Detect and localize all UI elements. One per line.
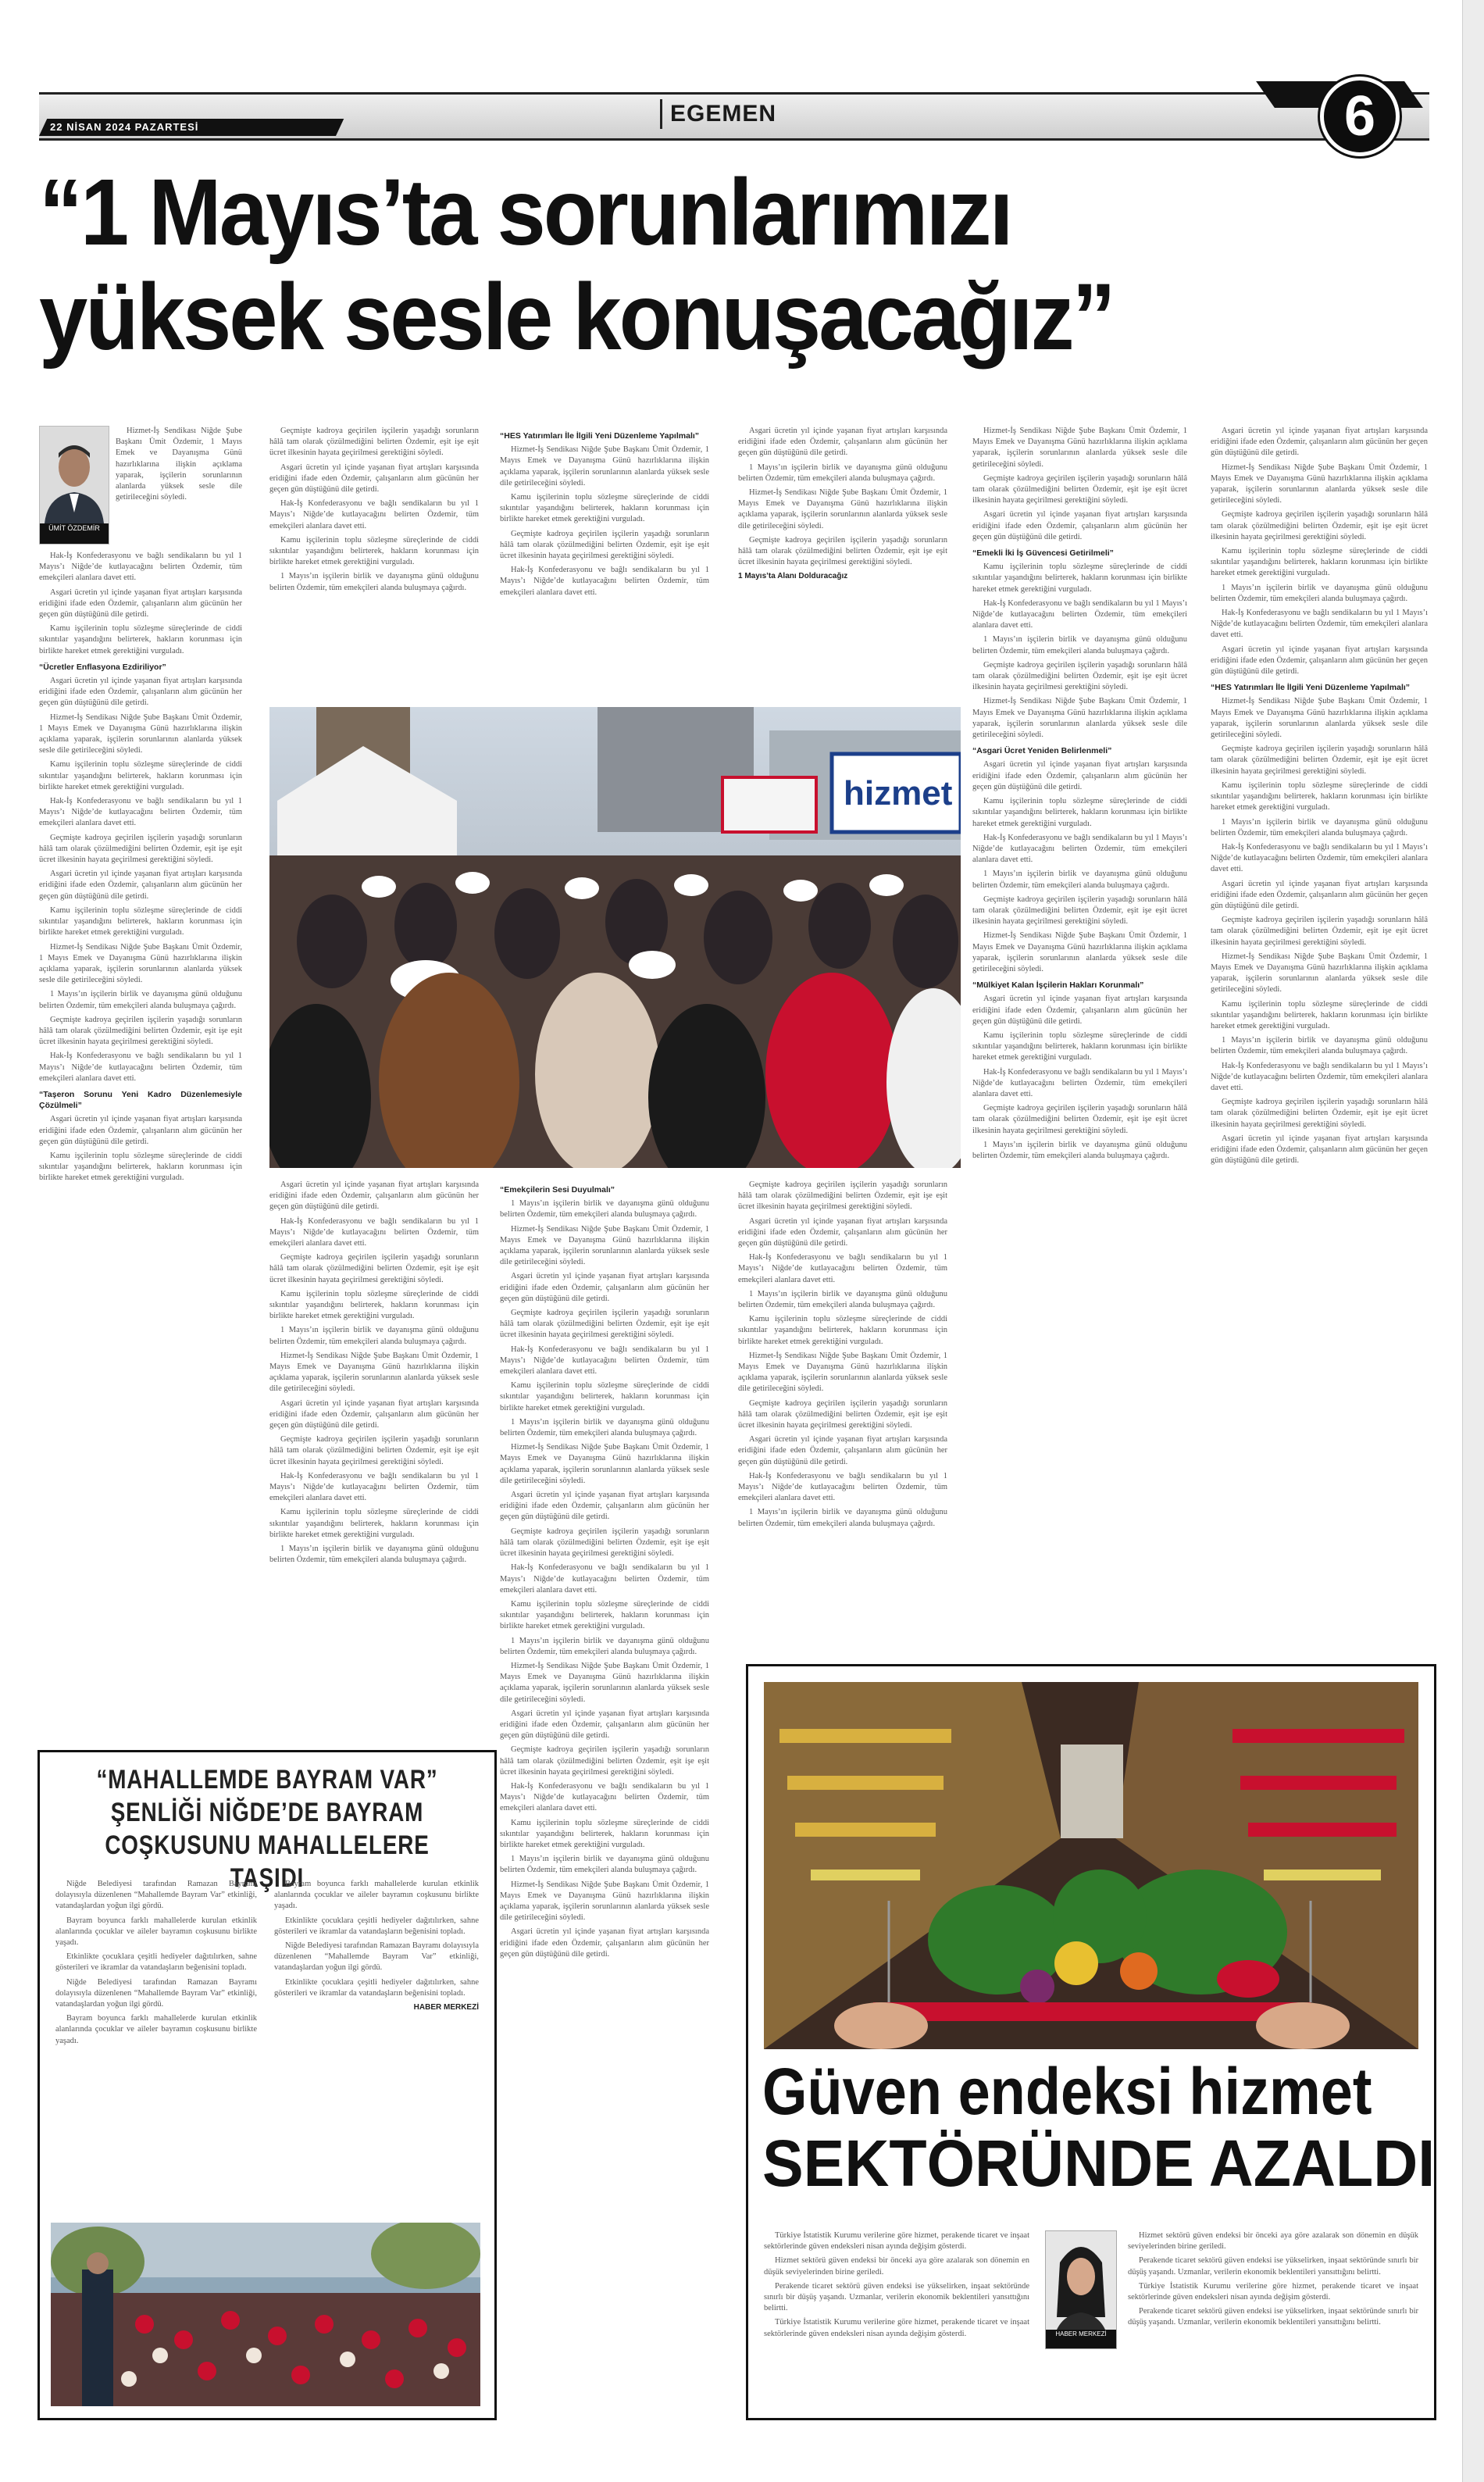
- article-paragraph: Asgari ücretin yıl içinde yaşanan fiyat artışları karşısında eridiğini ifade eden Özdemir, çalışanların alım gücünün her geçen gün düştüğünü dile getirdi.: [269, 1180, 479, 1212]
- article-paragraph: Geçmişte kadroya geçirilen işçilerin yaşadığı sorunların hâlâ tam olarak çözülmediğini belirten Özdemir, eşit işe eşit ücret ilkesinin hayata geçirilmesi gerektiğini söyledi.: [269, 1253, 479, 1284]
- mahalle-paragraph: Niğde Belediyesi tarafından Ramazan Bayramı dolayısıyla düzenlenen “Mahallemde Bayram Var” etkinliği, vatandaşlardan yoğun ilgi gördü.: [55, 1880, 257, 1911]
- article-paragraph: Geçmişte kadroya geçirilen işçilerin yaşadığı sorunların hâlâ tam olarak çözülmediğini belirten Özdemir, eşit işe eşit ücret ilkesinin hayata geçirilmesi gerektiğini söyledi.: [1211, 510, 1428, 541]
- guven-column-2: [1128, 2230, 1418, 2402]
- article-paragraph: Hak-İş Konfederasyonu ve bağlı sendikaların bu yıl 1 Mayıs’ı Niğde’de kutlayacağını belirten Özdemir, tüm emekçileri alanlara davet etti.: [500, 1345, 709, 1377]
- article-paragraph: Asgari ücretin yıl içinde yaşanan fiyat artışları karşısında eridiğini ifade eden Özdemir, çalışanların alım gücünün her geçen gün düştüğünü dile getirdi.: [500, 1491, 709, 1522]
- article-paragraph: Hak-İş Konfederasyonu ve bağlı sendikaların bu yıl 1 Mayıs’ı Niğde’de kutlayacağını belirten Özdemir, tüm emekçileri alanlara davet etti.: [1211, 842, 1428, 874]
- article-paragraph: Geçmişte kadroya geçirilen işçilerin yaşadığı sorunların hâlâ tam olarak çözülmediğini belirten Özdemir, eşit işe eşit ücret ilkesinin hayata geçirilmesi gerektiğini söyledi.: [1211, 1098, 1428, 1129]
- article-paragraph: Kamu işçilerinin toplu sözleşme süreçlerinde de ciddi sıkıntılar yaşandığını belirterek, hakların korunması için birlikte hareket etmek gerektiğini vurguladı.: [39, 624, 242, 655]
- svg-text:hizmet: hizmet: [844, 774, 953, 812]
- article-paragraph: 1 Mayıs’ın işçilerin birlik ve dayanışma günü olduğunu belirten Özdemir, tüm emekçileri alanda buluşmaya çağırdı.: [39, 990, 242, 1010]
- article-paragraph: Hak-İş Konfederasyonu ve bağlı sendikaların bu yıl 1 Mayıs’ı Niğde’de kutlayacağını belirten Özdemir, tüm emekçileri alanlara davet etti.: [269, 499, 479, 530]
- article-paragraph: Hizmet-İş Sendikası Niğde Şube Başkanı Ümit Özdemir, 1 Mayıs Emek ve Dayanışma Günü hazırlıklarına ilişkin açıklama yaparak, işçilerin sorunlarının alanlarda yüksek sesle dile getirileceğini söyledi.: [39, 712, 242, 755]
- article-paragraph: Asgari ücretin yıl içinde yaşanan fiyat artışları karşısında eridiğini ifade eden Özdemir, çalışanların alım gücünün her geçen gün düştüğünü dile getirdi.: [500, 1272, 709, 1303]
- article-column-4b: [738, 1180, 947, 1641]
- article-section-label: 1 Mayıs’ta Alanı Dolduracağız: [738, 572, 848, 581]
- article-paragraph: 1 Mayıs’ın işçilerin birlik ve dayanışma günü olduğunu belirten Özdemir, tüm emekçileri alanda buluşmaya çağırdı.: [1211, 583, 1428, 603]
- article-paragraph: Hak-İş Konfederasyonu ve bağlı sendikaların bu yıl 1 Mayıs’ı Niğde’de kutlayacağını belirten Özdemir, tüm emekçileri alanlara davet etti.: [39, 797, 242, 828]
- article-paragraph: Hizmet-İş Sendikası Niğde Şube Başkanı Ümit Özdemir, 1 Mayıs Emek ve Dayanışma Günü hazırlıklarına ilişkin açıklama yaparak, işçilerin sorunlarının alanlarda yüksek sesle dile getirileceğini söyledi.: [972, 931, 1187, 973]
- article-paragraph: Asgari ücretin yıl içinde yaşanan fiyat artışları karşısında eridiğini ifade eden Özdemir, çalışanların alım gücünün her geçen gün düştüğünü dile getirdi.: [1211, 645, 1428, 677]
- article-paragraph: 1 Mayıs’ın işçilerin birlik ve dayanışma günü olduğunu belirten Özdemir, tüm emekçileri alanda buluşmaya çağırdı.: [269, 1326, 479, 1346]
- article-paragraph: Hizmet-İş Sendikası Niğde Şube Başkanı Ümit Özdemir, 1 Mayıs Emek ve Dayanışma Günü hazırlıklarına ilişkin açıklama yaparak, işçilerin sorunlarının alanlarda yüksek sesle dile getirileceğini söyledi.: [500, 1661, 709, 1704]
- article-paragraph: Asgari ücretin yıl içinde yaşanan fiyat artışları karşısında eridiğini ifade eden Özdemir, çalışanların alım gücünün her geçen gün düştüğünü dile getirdi.: [269, 462, 479, 495]
- article-paragraph: Geçmişte kadroya geçirilen işçilerin yaşadığı sorunların hâlâ tam olarak çözülmediğini belirten Özdemir, eşit işe eşit ücret ilkesinin hayata geçirilmesi gerektiğini söyledi.: [269, 1435, 479, 1466]
- guven-paragraph: Hizmet sektörü güven endeksi bir önceki aya göre azalarak son dönemin en düşük seviyelerinden birine geriledi.: [764, 2256, 1029, 2277]
- article-paragraph: Asgari ücretin yıl içinde yaşanan fiyat artışları karşısında eridiğini ifade eden Özdemir, çalışanların alım gücünün her geçen gün düştüğünü dile getirdi.: [972, 510, 1187, 541]
- article-paragraph: Hak-İş Konfederasyonu ve bağlı sendikaların bu yıl 1 Mayıs’ı Niğde’de kutlayacağını belirten Özdemir, tüm emekçileri alanlara davet etti.: [972, 833, 1187, 865]
- article-paragraph: Hizmet-İş Sendikası Niğde Şube Başkanı Ümit Özdemir, 1 Mayıs Emek ve Dayanışma Günü hazırlıklarına ilişkin açıklama yaparak, işçilerin sorunlarının alanlarda yüksek sesle dile getirileceğini söyledi.: [738, 488, 947, 530]
- article-paragraph: Hak-İş Konfederasyonu ve bağlı sendikaların bu yıl 1 Mayıs’ı Niğde’de kutlayacağını belirten Özdemir, tüm emekçileri alanlara davet etti.: [269, 1216, 479, 1248]
- article-paragraph: Asgari ücretin yıl içinde yaşanan fiyat artışları karşısında eridiğini ifade eden Özdemir, çalışanların alım gücünün her geçen gün düştüğünü dile getirdi.: [39, 1115, 242, 1146]
- article-paragraph: Hizmet-İş Sendikası Niğde Şube Başkanı Ümit Özdemir, 1 Mayıs Emek ve Dayanışma Günü hazırlıklarına ilişkin açıklama yaparak, işçilerin sorunlarının alanlarda yüksek sesle dile getirileceğini söyledi.: [500, 1880, 709, 1923]
- article-paragraph: Kamu işçilerinin toplu sözleşme süreçlerinde de ciddi sıkıntılar yaşandığını belirterek, hakların korunması için birlikte hareket etmek gerektiğini vurguladı.: [972, 562, 1187, 594]
- article-paragraph: Hak-İş Konfederasyonu ve bağlı sendikaların bu yıl 1 Mayıs’ı Niğde’de kutlayacağını belirten Özdemir, tüm emekçileri alanlara davet etti.: [1211, 1061, 1428, 1092]
- header-date: 22 NİSAN 2024 PAZARTESİ: [50, 121, 199, 133]
- article-paragraph: Asgari ücretin yıl içinde yaşanan fiyat artışları karşısında eridiğini ifade eden Özdemir, çalışanların alım gücünün her geçen gün düştüğünü dile getirdi.: [738, 1435, 947, 1466]
- article-paragraph: Kamu işçilerinin toplu sözleşme süreçlerinde de ciddi sıkıntılar yaşandığını belirterek, hakların korunması için birlikte hareket etmek gerektiğini vurguladı.: [39, 905, 242, 937]
- article-paragraph: Asgari ücretin yıl içinde yaşanan fiyat artışları karşısında eridiğini ifade eden Özdemir, çalışanların alım gücünün her geçen gün düştüğünü dile getirdi.: [1211, 1134, 1428, 1166]
- guven-paragraph: Türkiye İstatistik Kurumu verilerine göre hizmet, perakende ticaret ve inşaat sektörlerinde güven endeksleri nisan ayında değişim gösterdi.: [764, 2231, 1029, 2252]
- mahalle-title-line-2: ŞENLİĞİ NİĞDE’DE BAYRAM: [110, 1798, 424, 1827]
- article-column-4a: [738, 426, 947, 691]
- mahalle-paragraph: Bayram boyunca farklı mahallelerde kurulan etkinlik alanlarında çocuklar ve aileler bayramın coşkusunu birlikte yaşadı.: [274, 1880, 479, 1911]
- article-paragraph: 1 Mayıs’ın işçilerin birlik ve dayanışma günü olduğunu belirten Özdemir, tüm emekçileri alanda buluşmaya çağırdı.: [269, 1545, 479, 1565]
- headline-line-1: “1 Mayıs’ta sorunlarımızı: [39, 159, 1011, 265]
- article-column-5: [972, 426, 1187, 1645]
- author-photo: [39, 426, 109, 545]
- crowd-photo-icon: [269, 707, 961, 1168]
- article-column-3b: [500, 1180, 709, 2414]
- article-paragraph: 1 Mayıs’ın işçilerin birlik ve dayanışma günü olduğunu belirten Özdemir, tüm emekçileri alanda buluşmaya çağırdı.: [500, 1855, 709, 1875]
- article-paragraph: Asgari ücretin yıl içinde yaşanan fiyat artışları karşısında eridiğini ifade eden Özdemir, çalışanların alım gücünün her geçen gün düştüğünü dile getirdi.: [269, 1398, 479, 1430]
- article-paragraph: Geçmişte kadroya geçirilen işçilerin yaşadığı sorunların hâlâ tam olarak çözülmediğini belirten Özdemir, eşit işe eşit ücret ilkesinin hayata geçirilmesi gerektiğini söyledi.: [39, 1015, 242, 1047]
- page-right-edge: [1462, 0, 1484, 2482]
- mahalle-paragraph: Etkinlikte çocuklara çeşitli hediyeler dağıtılırken, sahne gösterileri ve ikramlar da vatandaşların beğenisini topladı.: [274, 1977, 479, 1998]
- guven-column-1: [764, 2230, 1029, 2402]
- article-paragraph: Hizmet-İş Sendikası Niğde Şube Başkanı Ümit Özdemir, 1 Mayıs Emek ve Dayanışma Günü hazırlıklarına ilişkin açıklama yaparak, işçilerin sorunlarının alanlarda yüksek sesle dile getirileceğini söyledi.: [269, 1351, 479, 1394]
- article-paragraph: Hak-İş Konfederasyonu ve bağlı sendikaların bu yıl 1 Mayıs’ı Niğde’de kutlayacağını belirten Özdemir, tüm emekçileri alanlara davet etti.: [500, 566, 709, 597]
- mahalle-article-box: [37, 1750, 497, 2420]
- article-paragraph: Kamu işçilerinin toplu sözleşme süreçlerinde de ciddi sıkıntılar yaşandığını belirterek, hakların korunması için birlikte hareket etmek gerektiğini vurguladı.: [269, 1289, 479, 1321]
- article-paragraph: Geçmişte kadroya geçirilen işçilerin yaşadığı sorunların hâlâ tam olarak çözülmediğini belirten Özdemir, eşit işe eşit ücret ilkesinin hayata geçirilmesi gerektiğini söyledi.: [972, 473, 1187, 505]
- article-paragraph: Hizmet-İş Sendikası Niğde Şube Başkanı Ümit Özdemir, 1 Mayıs Emek ve Dayanışma Günü hazırlıklarına ilişkin açıklama yaparak, işçilerin sorunlarının alanlarda yüksek sesle dile getirileceğini söyledi.: [500, 1443, 709, 1485]
- mahalle-paragraph: Niğde Belediyesi tarafından Ramazan Bayramı dolayısıyla düzenlenen “Mahallemde Bayram Var” etkinliği, vatandaşlardan yoğun ilgi gördü.: [274, 1941, 479, 1973]
- article-subheading: “Taşeron Sorunu Yeni Kadro Düzenlemesiyle Çözülmeli”: [39, 1089, 242, 1111]
- article-paragraph: Asgari ücretin yıl içinde yaşanan fiyat artışları karşısında eridiğini ifade eden Özdemir, çalışanların alım gücünün her geçen gün düştüğünü dile getirdi.: [1211, 879, 1428, 910]
- article-paragraph: 1 Mayıs’ın işçilerin birlik ve dayanışma günü olduğunu belirten Özdemir, tüm emekçileri alanda buluşmaya çağırdı.: [1211, 1036, 1428, 1056]
- article-column-3a: [500, 426, 709, 691]
- article-paragraph: Hizmet-İş Sendikası Niğde Şube Başkanı Ümit Özdemir, 1 Mayıs Emek ve Dayanışma Günü hazırlıklarına ilişkin açıklama yaparak, işçilerin sorunlarının alanlarda yüksek sesle dile getirileceğini söyledi.: [39, 942, 242, 985]
- article-paragraph: Geçmişte kadroya geçirilen işçilerin yaşadığı sorunların hâlâ tam olarak çözülmediğini belirten Özdemir, eşit işe eşit ücret ilkesinin hayata geçirilmesi gerektiğini söyledi.: [1211, 745, 1428, 776]
- article-paragraph: Hizmet-İş Sendikası Niğde Şube Başkanı Ümit Özdemir, 1 Mayıs Emek ve Dayanışma Günü hazırlıklarına ilişkin açıklama yaparak, işçilerin sorunlarının alanlarda yüksek sesle dile getirileceğini söyledi.: [500, 445, 709, 487]
- article-paragraph: Geçmişte kadroya geçirilen işçilerin yaşadığı sorunların hâlâ tam olarak çözülmediğini belirten Özdemir, eşit işe eşit ücret ilkesinin hayata geçirilmesi gerektiğini söyledi.: [738, 1398, 947, 1430]
- article-paragraph: Asgari ücretin yıl içinde yaşanan fiyat artışları karşısında eridiğini ifade eden Özdemir, çalışanların alım gücünün her geçen gün düştüğünü dile getirdi.: [738, 1216, 947, 1248]
- article-paragraph: Kamu işçilerinin toplu sözleşme süreçlerinde de ciddi sıkıntılar yaşandığını belirterek, hakların korunması için birlikte hareket etmek gerektiğini vurguladı.: [269, 1508, 479, 1539]
- mahalle-column-1: [55, 1879, 257, 2215]
- article-paragraph: Geçmişte kadroya geçirilen işçilerin yaşadığı sorunların hâlâ tam olarak çözülmediğini belirten Özdemir, eşit işe eşit ücret ilkesinin hayata geçirilmesi gerektiğini söyledi.: [1211, 916, 1428, 947]
- article-paragraph: Hak-İş Konfederasyonu ve bağlı sendikaların bu yıl 1 Mayıs’ı Niğde’de kutlayacağını belirten Özdemir, tüm emekçileri alanlara davet etti.: [738, 1253, 947, 1284]
- article-paragraph: Hizmet-İş Sendikası Niğde Şube Başkanı Ümit Özdemir, 1 Mayıs Emek ve Dayanışma Günü hazırlıklarına ilişkin açıklama yaparak, işçilerin sorunlarının alanlarda yüksek sesle dile getirileceğini söyledi.: [738, 1351, 947, 1394]
- article-paragraph: Kamu işçilerinin toplu sözleşme süreçlerinde de ciddi sıkıntılar yaşandığını belirterek, hakların korunması için birlikte hareket etmek gerektiğini vurguladı.: [39, 1151, 242, 1183]
- guven-paragraph: Türkiye İstatistik Kurumu verilerine göre hizmet, perakende ticaret ve inşaat sektörlerinde güven endeksleri nisan ayında değişim gösterdi.: [764, 2318, 1029, 2338]
- article-paragraph: Geçmişte kadroya geçirilen işçilerin yaşadığı sorunların hâlâ tam olarak çözülmediğini belirten Özdemir, eşit işe eşit ücret ilkesinin hayata geçirilmesi gerektiğini söyledi.: [738, 535, 947, 567]
- article-paragraph: Hizmet-İş Sendikası Niğde Şube Başkanı Ümit Özdemir, 1 Mayıs Emek ve Dayanışma Günü hazırlıklarına ilişkin açıklama yaparak, işçilerin sorunlarının alanlarda yüksek sesle dile getirileceğini söyledi.: [500, 1224, 709, 1267]
- article-paragraph: Kamu işçilerinin toplu sözleşme süreçlerinde de ciddi sıkıntılar yaşandığını belirterek, hakların korunması için birlikte hareket etmek gerektiğini vurguladı.: [500, 1599, 709, 1631]
- article-paragraph: Asgari ücretin yıl içinde yaşanan fiyat artışları karşısında eridiğini ifade eden Özdemir, çalışanların alım gücünün her geçen gün düştüğünü dile getirdi.: [972, 760, 1187, 791]
- header-brand-divider: [660, 99, 662, 129]
- article-paragraph: 1 Mayıs’ın işçilerin birlik ve dayanışma günü olduğunu belirten Özdemir, tüm emekçileri alanda buluşmaya çağırdı.: [738, 1508, 947, 1528]
- author-name: ÜMİT ÖZDEMİR: [40, 523, 109, 544]
- article-paragraph: 1 Mayıs’ın işçilerin birlik ve dayanışma günü olduğunu belirten Özdemir, tüm emekçileri alanda buluşmaya çağırdı.: [500, 1417, 709, 1438]
- article-paragraph: Geçmişte kadroya geçirilen işçilerin yaşadığı sorunların hâlâ tam olarak çözülmediğini belirten Özdemir, eşit işe eşit ücret ilkesinin hayata geçirilmesi gerektiğini söyledi.: [500, 1745, 709, 1777]
- article-subheading: “Mülkiyet Kalan İşçilerin Hakları Korunmalı”: [972, 980, 1144, 991]
- article-paragraph: Hizmet-İş Sendikası Niğde Şube Başkanı Ümit Özdemir, 1 Mayıs Emek ve Dayanışma Günü hazırlıklarına ilişkin açıklama yaparak, işçilerin sorunlarının alanlarda yüksek sesle dile getirileceğini söyledi.: [1211, 697, 1428, 740]
- header-brand: EGEMEN: [670, 101, 777, 127]
- article-paragraph: Kamu işçilerinin toplu sözleşme süreçlerinde de ciddi sıkıntılar yaşandığını belirterek, hakların korunması için birlikte hareket etmek gerektiğini vurguladı.: [1211, 999, 1428, 1030]
- article-paragraph: 1 Mayıs’ın işçilerin birlik ve dayanışma günü olduğunu belirten Özdemir, tüm emekçileri alanda buluşmaya çağırdı.: [972, 635, 1187, 655]
- article-paragraph: Asgari ücretin yıl içinde yaşanan fiyat artışları karşısında eridiğini ifade eden Özdemir, çalışanların alım gücünün her geçen gün düştüğünü dile getirdi.: [500, 1709, 709, 1741]
- article-paragraph: Hak-İş Konfederasyonu ve bağlı sendikaların bu yıl 1 Mayıs’ı Niğde’de kutlayacağını belirten Özdemir, tüm emekçileri alanlara davet etti.: [39, 1052, 242, 1083]
- article-paragraph: Hizmet-İş Sendikası Niğde Şube Başkanı Ümit Özdemir, 1 Mayıs Emek ve Dayanışma Günü hazırlıklarına ilişkin açıklama yaparak, işçilerin sorunlarının alanlarda yüksek sesle dile getirileceğini söyledi.: [972, 697, 1187, 740]
- article-paragraph: Geçmişte kadroya geçirilen işçilerin yaşadığı sorunların hâlâ tam olarak çözülmediğini belirten Özdemir, eşit işe eşit ücret ilkesinin hayata geçirilmesi gerektiğini söyledi.: [39, 833, 242, 865]
- article-paragraph: 1 Mayıs’ın işçilerin birlik ve dayanışma günü olduğunu belirten Özdemir, tüm emekçileri alanda buluşmaya çağırdı.: [500, 1636, 709, 1656]
- article-paragraph: 1 Mayıs’ın işçilerin birlik ve dayanışma günü olduğunu belirten Özdemir, tüm emekçileri alanda buluşmaya çağırdı.: [972, 870, 1187, 890]
- article-paragraph: Hizmet-İş Sendikası Niğde Şube Başkanı Ümit Özdemir, 1 Mayıs Emek ve Dayanışma Günü hazırlıklarına ilişkin açıklama yaparak, işçilerin sorunlarının alanlarda yüksek sesle dile getirileceğini söyledi.: [972, 427, 1187, 469]
- guven-paragraph: Perakende ticaret sektörü güven endeksi ise yükselirken, inşaat sektöründe sınırlı bir düşüş yaşandı. Uzmanlar, verilerin ekonomik beklentileri yansıttığını belirtti.: [1128, 2307, 1418, 2327]
- article-column-1: [39, 551, 242, 1723]
- main-headline: [39, 160, 1445, 370]
- article-paragraph: 1 Mayıs’ın işçilerin birlik ve dayanışma günü olduğunu belirten Özdemir, tüm emekçileri alanda buluşmaya çağırdı.: [500, 1199, 709, 1220]
- article-paragraph: Kamu işçilerinin toplu sözleşme süreçlerinde de ciddi sıkıntılar yaşandığını belirterek, hakların korunması için birlikte hareket etmek gerektiğini vurguladı.: [738, 1315, 947, 1346]
- article-paragraph: Kamu işçilerinin toplu sözleşme süreçlerinde de ciddi sıkıntılar yaşandığını belirterek, hakların korunması için birlikte hareket etmek gerektiğini vurguladı.: [972, 797, 1187, 828]
- article-paragraph: 1 Mayıs’ın işçilerin birlik ve dayanışma günü olduğunu belirten Özdemir, tüm emekçileri alanda buluşmaya çağırdı.: [972, 1140, 1187, 1160]
- article-paragraph: Hak-İş Konfederasyonu ve bağlı sendikaların bu yıl 1 Mayıs’ı Niğde’de kutlayacağını belirten Özdemir, tüm emekçileri alanlara davet etti.: [500, 1563, 709, 1595]
- article-paragraph: Hak-İş Konfederasyonu ve bağlı sendikaların bu yıl 1 Mayıs’ı Niğde’de kutlayacağını belirten Özdemir, tüm emekçileri alanlara davet etti.: [500, 1781, 709, 1813]
- festival-crowd-photo-icon: [51, 2223, 480, 2406]
- article-paragraph: Asgari ücretin yıl içinde yaşanan fiyat artışları karşısında eridiğini ifade eden Özdemir, çalışanların alım gücünün her geçen gün düştüğünü dile getirdi.: [1211, 427, 1428, 458]
- mahalle-paragraph: Niğde Belediyesi tarafından Ramazan Bayramı dolayısıyla düzenlenen “Mahallemde Bayram Var” etkinliği, vatandaşlardan yoğun ilgi gördü.: [55, 1977, 257, 2009]
- guven-article-box: [746, 1664, 1436, 2420]
- article-paragraph: Geçmişte kadroya geçirilen işçilerin yaşadığı sorunların hâlâ tam olarak çözülmediğini belirten Özdemir, eşit işe eşit ücret ilkesinin hayata geçirilmesi gerektiğini söyledi.: [500, 1527, 709, 1559]
- mahalle-photo: [51, 2223, 480, 2406]
- guven-title-line-1: Güven endeksi hizmet: [762, 2055, 1372, 2128]
- article-paragraph: Hak-İş Konfederasyonu ve bağlı sendikaların bu yıl 1 Mayıs’ı Niğde’de kutlayacağını belirten Özdemir, tüm emekçileri alanlara davet etti.: [972, 1067, 1187, 1098]
- article-paragraph: Kamu işçilerinin toplu sözleşme süreçlerinde de ciddi sıkıntılar yaşandığını belirterek, hakların korunması için birlikte hareket etmek gerektiğini vurguladı.: [269, 535, 479, 567]
- mahalle-paragraph: Etkinlikte çocuklara çeşitli hediyeler dağıtılırken, sahne gösterileri ve ikramlar da vatandaşların beğenisini topladı.: [274, 1916, 479, 1936]
- article-paragraph: Hak-İş Konfederasyonu ve bağlı sendikaların bu yıl 1 Mayıs’ı Niğde’de kutlayacağını belirten Özdemir, tüm emekçileri alanlara davet etti.: [39, 552, 242, 583]
- article-paragraph: Hak-İş Konfederasyonu ve bağlı sendikaların bu yıl 1 Mayıs’ı Niğde’de kutlayacağını belirten Özdemir, tüm emekçileri alanlara davet etti.: [1211, 609, 1428, 640]
- supermarket-photo: [764, 1682, 1418, 2049]
- article-column-1a: [116, 426, 242, 543]
- article-paragraph: Kamu işçilerinin toplu sözleşme süreçlerinde de ciddi sıkıntılar yaşandığını belirterek, hakların korunması için birlikte hareket etmek gerektiğini vurguladı.: [500, 493, 709, 524]
- article-paragraph: Hak-İş Konfederasyonu ve bağlı sendikaların bu yıl 1 Mayıs’ı Niğde’de kutlayacağını belirten Özdemir, tüm emekçileri alanlara davet etti.: [972, 598, 1187, 630]
- mahalle-title: [94, 1763, 441, 1895]
- article-paragraph: Geçmişte kadroya geçirilen işçilerin yaşadığı sorunların hâlâ tam olarak çözülmediğini belirten Özdemir, eşit işe eşit ücret ilkesinin hayata geçirilmesi gerektiğini söyledi.: [972, 660, 1187, 692]
- article-paragraph: 1 Mayıs’ın işçilerin birlik ve dayanışma günü olduğunu belirten Özdemir, tüm emekçileri alanda buluşmaya çağırdı.: [269, 572, 479, 592]
- page-number: 6: [1343, 85, 1376, 148]
- article-paragraph: Kamu işçilerinin toplu sözleşme süreçlerinde de ciddi sıkıntılar yaşandığını belirterek, hakların korunması için birlikte hareket etmek gerektiğini vurguladı.: [500, 1381, 709, 1412]
- article-paragraph: Asgari ücretin yıl içinde yaşanan fiyat artışları karşısında eridiğini ifade eden Özdemir, çalışanların alım gücünün her geçen gün düştüğünü dile getirdi.: [972, 995, 1187, 1026]
- guven-paragraph: Türkiye İstatistik Kurumu verilerine göre hizmet, perakende ticaret ve inşaat sektörlerinde güven endeksleri nisan ayında değişim gösterdi.: [1128, 2281, 1418, 2302]
- article-paragraph: Geçmişte kadroya geçirilen işçilerin yaşadığı sorunların hâlâ tam olarak çözülmediğini belirten Özdemir, eşit işe eşit ücret ilkesinin hayata geçirilmesi gerektiğini söyledi.: [738, 1180, 947, 1212]
- mahalle-paragraph: Etkinlikte çocuklara çeşitli hediyeler dağıtılırken, sahne gösterileri ve ikramlar da vatandaşların beğenisini topladı.: [55, 1952, 257, 1973]
- article-column-2a: [269, 426, 479, 691]
- article-paragraph: Kamu işçilerinin toplu sözleşme süreçlerinde de ciddi sıkıntılar yaşandığını belirterek, hakların korunması için birlikte hareket etmek gerektiğini vurguladı.: [500, 1818, 709, 1849]
- guven-paragraph: Perakende ticaret sektörü güven endeksi ise yükselirken, inşaat sektöründe sınırlı bir düşüş yaşandı. Uzmanlar, verilerin ekonomik beklentileri yansıttığını belirtti.: [1128, 2256, 1418, 2277]
- headline-line-2: yüksek sesle konuşacağız”: [39, 263, 1114, 370]
- article-paragraph: Asgari ücretin yıl içinde yaşanan fiyat artışları karşısında eridiğini ifade eden Özdemir, çalışanların alım gücünün her geçen gün düştüğünü dile getirdi.: [39, 677, 242, 708]
- article-paragraph: Kamu işçilerinin toplu sözleşme süreçlerinde de ciddi sıkıntılar yaşandığını belirterek, hakların korunması için birlikte hareket etmek gerektiğini vurguladı.: [972, 1030, 1187, 1062]
- article-subheading: “Ücretler Enflasyona Ezdiriliyor”: [39, 662, 166, 672]
- article-paragraph: Hizmet-İş Sendikası Niğde Şube Başkanı Ümit Özdemir, 1 Mayıs Emek ve Dayanışma Günü hazırlıklarına ilişkin açıklama yaparak, işçilerin sorunlarının alanlarda yüksek sesle dile getirileceğini söyledi.: [1211, 462, 1428, 505]
- article-paragraph: Kamu işçilerinin toplu sözleşme süreçlerinde de ciddi sıkıntılar yaşandığını belirterek, hakların korunması için birlikte hareket etmek gerektiğini vurguladı.: [1211, 780, 1428, 812]
- mahalle-paragraph: Bayram boyunca farklı mahallelerde kurulan etkinlik alanlarında çocuklar ve aileler bayramın coşkusunu birlikte yaşadı.: [55, 2014, 257, 2045]
- main-photo-crowd: [269, 707, 961, 1168]
- article-column-6: [1211, 426, 1428, 1641]
- mahalle-title-line-3: COŞKUSUNU MAHALLELERE TAŞIDI: [105, 1830, 430, 1893]
- article-paragraph: Hizmet-İş Sendikası Niğde Şube Başkanı Ümit Özdemir, 1 Mayıs Emek ve Dayanışma Günü hazırlıklarına ilişkin açıklama yaparak, işçilerin sorunlarının alanlarda yüksek sesle dile getirileceğini söyledi.: [116, 427, 242, 502]
- article-paragraph: Geçmişte kadroya geçirilen işçilerin yaşadığı sorunların hâlâ tam olarak çözülmediğini belirten Özdemir, eşit işe eşit ücret ilkesinin hayata geçirilmesi gerektiğini söyledi.: [500, 529, 709, 561]
- page-number-badge: [1320, 77, 1400, 156]
- reporter-name: HABER MERKEZİ: [1046, 2330, 1116, 2348]
- article-paragraph: Hak-İş Konfederasyonu ve bağlı sendikaların bu yıl 1 Mayıs’ı Niğde’de kutlayacağını belirten Özdemir, tüm emekçileri alanlara davet etti.: [738, 1471, 947, 1503]
- article-subheading: “Emekli İki İş Güvencesi Getirilmeli”: [972, 548, 1114, 559]
- article-paragraph: Geçmişte kadroya geçirilen işçilerin yaşadığı sorunların hâlâ tam olarak çözülmediğini belirten Özdemir, eşit işe eşit ücret ilkesinin hayata geçirilmesi gerektiğini söyledi.: [269, 427, 479, 458]
- article-subheading: “HES Yatırımları İle İlgili Yeni Düzenleme Yapılmalı”: [1211, 683, 1411, 693]
- mahalle-paragraph: Bayram boyunca farklı mahallelerde kurulan etkinlik alanlarında çocuklar ve aileler bayramın coşkusunu birlikte yaşadı.: [55, 1916, 257, 1948]
- guven-title-line-2: SEKTÖRÜNDE AZALDI: [762, 2127, 1436, 2200]
- article-paragraph: 1 Mayıs’ın işçilerin birlik ve dayanışma günü olduğunu belirten Özdemir, tüm emekçileri alanda buluşmaya çağırdı.: [738, 462, 947, 483]
- article-paragraph: Geçmişte kadroya geçirilen işçilerin yaşadığı sorunların hâlâ tam olarak çözülmediğini belirten Özdemir, eşit işe eşit ücret ilkesinin hayata geçirilmesi gerektiğini söyledi.: [500, 1309, 709, 1340]
- article-paragraph: Geçmişte kadroya geçirilen işçilerin yaşadığı sorunların hâlâ tam olarak çözülmediğini belirten Özdemir, eşit işe eşit ücret ilkesinin hayata geçirilmesi gerektiğini söyledi.: [972, 1104, 1187, 1135]
- article-column-2b: [269, 1180, 479, 1719]
- article-paragraph: Kamu işçilerinin toplu sözleşme süreçlerinde de ciddi sıkıntılar yaşandığını belirterek, hakların korunması için birlikte hareket etmek gerektiğini vurguladı.: [1211, 547, 1428, 578]
- mahalle-column-2: [274, 1879, 479, 2215]
- article-subheading: “Emekçilerin Sesi Duyulmalı”: [500, 1185, 615, 1195]
- article-paragraph: Asgari ücretin yıl içinde yaşanan fiyat artışları karşısında eridiğini ifade eden Özdemir, çalışanların alım gücünün her geçen gün düştüğünü dile getirdi.: [39, 870, 242, 901]
- guven-paragraph: Perakende ticaret sektörü güven endeksi ise yükselirken, inşaat sektöründe sınırlı bir düşüş yaşandı. Uzmanlar, verilerin ekonomik beklentileri yansıttığını belirtti.: [764, 2281, 1029, 2313]
- mahalle-signature: HABER MERKEZİ: [413, 2003, 479, 2012]
- article-paragraph: 1 Mayıs’ın işçilerin birlik ve dayanışma günü olduğunu belirten Özdemir, tüm emekçileri alanda buluşmaya çağırdı.: [738, 1289, 947, 1310]
- article-paragraph: Kamu işçilerinin toplu sözleşme süreçlerinde de ciddi sıkıntılar yaşandığını belirterek, hakların korunması için birlikte hareket etmek gerektiğini vurguladı.: [39, 760, 242, 791]
- article-paragraph: Hizmet-İş Sendikası Niğde Şube Başkanı Ümit Özdemir, 1 Mayıs Emek ve Dayanışma Günü hazırlıklarına ilişkin açıklama yaparak, işçilerin sorunlarının alanlarda yüksek sesle dile getirileceğini söyledi.: [1211, 952, 1428, 995]
- mahalle-title-line-1: “MAHALLEMDE BAYRAM VAR”: [96, 1765, 438, 1795]
- reporter-photo: [1045, 2230, 1117, 2349]
- article-paragraph: Asgari ücretin yıl içinde yaşanan fiyat artışları karşısında eridiğini ifade eden Özdemir, çalışanların alım gücünün her geçen gün düştüğünü dile getirdi.: [39, 587, 242, 620]
- article-subheading: “HES Yatırımları İle İlgili Yeni Düzenleme Yapılmalı”: [500, 431, 700, 441]
- article-paragraph: Asgari ücretin yıl içinde yaşanan fiyat artışları karşısında eridiğini ifade eden Özdemir, çalışanların alım gücünün her geçen gün düştüğünü dile getirdi.: [500, 1927, 709, 1959]
- guven-paragraph: Hizmet sektörü güven endeksi bir önceki aya göre azalarak son dönemin en düşük seviyelerinden birine geriledi.: [1128, 2231, 1418, 2252]
- article-paragraph: Hak-İş Konfederasyonu ve bağlı sendikaların bu yıl 1 Mayıs’ı Niğde’de kutlayacağını belirten Özdemir, tüm emekçileri alanlara davet etti.: [269, 1471, 479, 1503]
- article-paragraph: Asgari ücretin yıl içinde yaşanan fiyat artışları karşısında eridiğini ifade eden Özdemir, çalışanların alım gücünün her geçen gün düştüğünü dile getirdi.: [738, 427, 947, 458]
- article-subheading: “Asgari Ücret Yeniden Belirlenmeli”: [972, 746, 1112, 756]
- shopping-cart-photo-icon: [764, 1682, 1418, 2049]
- article-paragraph: 1 Mayıs’ın işçilerin birlik ve dayanışma günü olduğunu belirten Özdemir, tüm emekçileri alanda buluşmaya çağırdı.: [1211, 817, 1428, 837]
- article-paragraph: Geçmişte kadroya geçirilen işçilerin yaşadığı sorunların hâlâ tam olarak çözülmediğini belirten Özdemir, eşit işe eşit ücret ilkesinin hayata geçirilmesi gerektiğini söyledi.: [972, 895, 1187, 927]
